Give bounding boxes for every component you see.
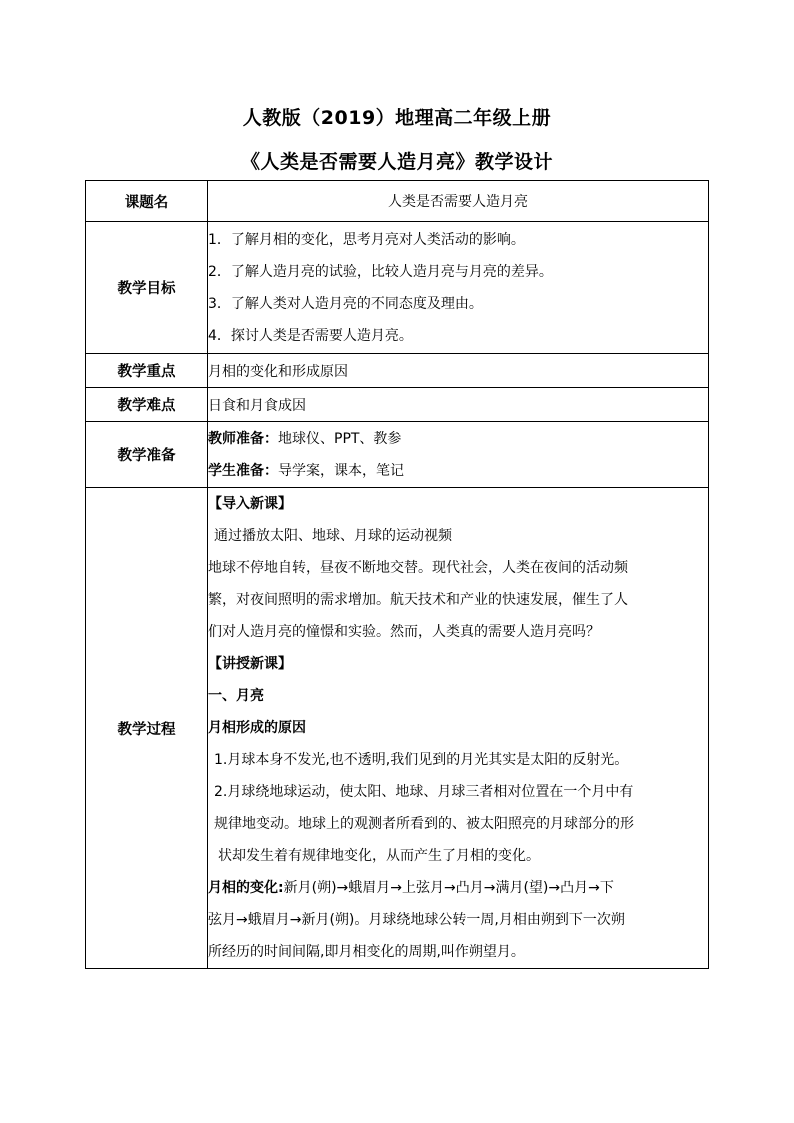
lesson-plan-table (85, 180, 709, 969)
intro-video: 通过播放太阳、地球、月球的运动视频 (214, 528, 452, 544)
section-heading: 一、月亮 (208, 688, 264, 704)
teacher-preparation-value: 地球仪、PPT、教参 (278, 430, 402, 447)
phase-line (208, 872, 708, 904)
cause-item-line: 状却发生着有规律地变化，从而产生了月相的变化。 (218, 848, 540, 864)
row-preparation (86, 422, 709, 488)
objective-item: 4．探讨人类是否需要人造月亮。 (208, 327, 413, 344)
intro-paragraph-line: 繁，对夜间照明的需求增加。航天技术和产业的快速发展，催生了人 (208, 592, 628, 608)
objective-item: 1．了解月相的变化，思考月亮对人类活动的影响。 (208, 231, 525, 248)
intro-heading: 【导入新课】 (208, 496, 292, 512)
student-preparation (208, 455, 708, 487)
row-difficulties (86, 388, 709, 422)
document-title: 人教版（2019）地理高二年级上册 (242, 107, 552, 129)
process-label: 教学过程 (86, 488, 208, 969)
row-key-points (86, 354, 709, 388)
teacher-preparation (208, 423, 708, 455)
cause-item: 1.月球本身不发光,也不透明,我们见到的月光其实是太阳的反射光。 (214, 752, 629, 768)
cause-item-line: 2.月球绕地球运动，使太阳、地球、月球三者相对位置在一个月中有 (214, 784, 634, 800)
cause-heading: 月相形成的原因 (208, 720, 306, 736)
objectives-label: 教学目标 (86, 222, 208, 354)
cause-item-line: 规律地变动。地球上的观测者所看到的、被太阳照亮的月球部分的形 (214, 816, 634, 832)
lecture-heading: 【讲授新课】 (208, 656, 292, 672)
preparation-label: 教学准备 (86, 422, 208, 488)
phase-text-line: 所经历的时间间隔,即月相变化的周期,叫作朔望月。 (208, 944, 525, 960)
objective-item: 3．了解人类对人造月亮的不同态度及理由。 (208, 295, 483, 312)
key-points-value: 月相的变化和形成原因 (208, 354, 709, 388)
topic-value: 人类是否需要人造月亮 (208, 181, 709, 222)
phase-label: 月相的变化: (208, 880, 284, 896)
row-objectives (86, 222, 709, 354)
intro-paragraph-line: 们对人造月亮的憧憬和实验。然而，人类真的需要人造月亮吗？ (208, 624, 600, 640)
objective-item: 2．了解人造月亮的试验，比较人造月亮与月亮的差异。 (208, 263, 553, 280)
process-content (208, 488, 709, 969)
row-topic (86, 181, 709, 222)
difficulties-label: 教学难点 (86, 388, 208, 422)
objectives-list (208, 222, 709, 354)
key-points-label: 教学重点 (86, 354, 208, 388)
student-preparation-label: 学生准备： (208, 462, 278, 479)
preparation-content (208, 422, 709, 488)
student-preparation-value: 导学案，课本，笔记 (278, 462, 404, 479)
row-process (86, 488, 709, 969)
topic-label: 课题名 (86, 181, 208, 222)
intro-paragraph-line: 地球不停地自转，昼夜不断地交替。现代社会，人类在夜间的活动频 (208, 560, 628, 576)
phase-sequence: 新月(朔)→蛾眉月→上弦月→凸月→满月(望)→凸月→下 (283, 880, 614, 896)
phase-text-line: 弦月→蛾眉月→新月(朔)。月球绕地球公转一周,月相由朔到下一次朔 (208, 912, 625, 928)
document-subtitle: 《人类是否需要人造月亮》教学设计 (240, 151, 553, 173)
difficulties-value: 日食和月食成因 (208, 388, 709, 422)
teacher-preparation-label: 教师准备： (208, 430, 278, 447)
